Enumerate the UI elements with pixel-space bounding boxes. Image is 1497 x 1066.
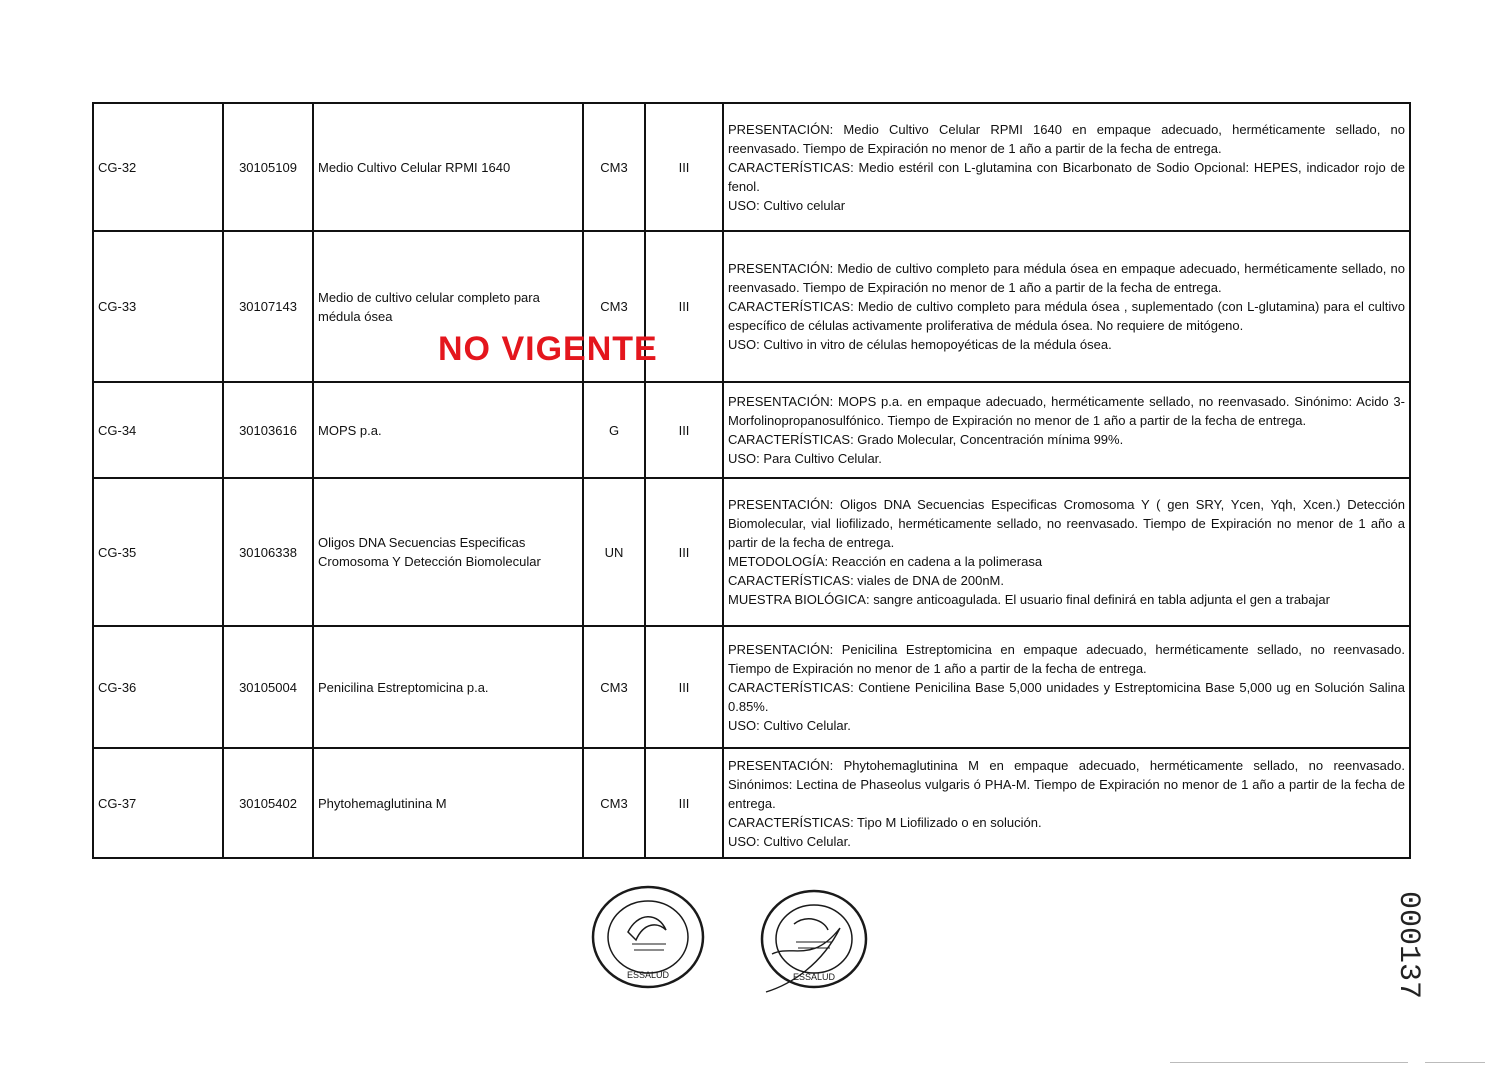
description-line: CARACTERÍSTICAS: Tipo M Liofilizado o en solución. [728, 814, 1042, 830]
description-line: PRESENTACIÓN: MOPS p.a. en empaque adecuado, herméticamente sellado, no reenvasado. Sinónimo: Acido 3-Morfolinopropanosulfónico. Tiempo de Expiración no menor de 1 año a partir de la fecha de entrega. [728, 394, 1405, 428]
official-stamp-right [752, 884, 872, 1004]
table-row [93, 626, 1410, 748]
item-name: MOPS p.a. [313, 382, 583, 478]
item-number: 30103616 [223, 382, 313, 478]
official-stamp-left [588, 882, 708, 997]
item-unit: CM3 [583, 748, 645, 858]
item-description [723, 626, 1410, 748]
item-code: CG-33 [93, 231, 223, 382]
page-number [1378, 885, 1438, 1005]
table-row [93, 478, 1410, 626]
item-level: III [645, 231, 723, 382]
item-level: III [645, 382, 723, 478]
description-line: USO: Para Cultivo Celular. [728, 451, 882, 466]
page-number-text: 000137 [1391, 890, 1425, 1000]
description-line: USO: Cultivo Celular. [728, 833, 851, 849]
description-line: USO: Cultivo in vitro de células hemopoyéticas de la médula ósea. [728, 337, 1112, 352]
description-line: USO: Cultivo celular [728, 197, 846, 213]
item-code: CG-37 [93, 748, 223, 858]
specifications-table [92, 102, 1411, 859]
item-description [723, 382, 1410, 478]
item-unit: G [583, 382, 645, 478]
description-line: PRESENTACIÓN: Medio Cultivo Celular RPMI 1640 en empaque adecuado, herméticamente sellado, no reenvasado. Tiempo de Expiración no menor de 1 año a partir de la fecha de entrega. [728, 121, 1405, 156]
item-name: Phytohemaglutinina M [313, 748, 583, 858]
stamp-seal-icon [752, 884, 872, 999]
stamp-right-text: ESSALUD [792, 972, 836, 982]
item-number: 30106338 [223, 478, 313, 626]
item-name: Medio de cultivo celular completo para médula ósea [313, 231, 583, 382]
item-unit: CM3 [583, 231, 645, 382]
item-description [723, 478, 1410, 626]
item-code: CG-34 [93, 382, 223, 478]
description-line: PRESENTACIÓN: Phytohemaglutinina M en empaque adecuado, herméticamente sellado, no reenvasado. Sinónimos: Lectina de Phaseolus vulgaris ó PHA-M. Tiempo de Expiración no menor de 1 año a partir de la fecha de entrega. [728, 757, 1405, 811]
no-vigente-watermark: NO VIGENTE [438, 330, 658, 368]
description-line: CARACTERÍSTICAS: Grado Molecular, Concentración mínima 99%. [728, 432, 1124, 447]
stamp-left-text: ESSALUD [626, 970, 670, 980]
item-level: III [645, 103, 723, 231]
table-row [93, 231, 1410, 382]
item-description [723, 103, 1410, 231]
item-unit: UN [583, 478, 645, 626]
description-line: PRESENTACIÓN: Penicilina Estreptomicina en empaque adecuado, herméticamente sellado, no reenvasado. Tiempo de Expiración no menor de 1 año a partir de la fecha de entrega. [728, 641, 1405, 676]
description-line: USO: Cultivo Celular. [728, 717, 851, 733]
table-row [93, 382, 1410, 478]
item-description [723, 231, 1410, 382]
item-name: Medio Cultivo Celular RPMI 1640 [313, 103, 583, 231]
item-name: Penicilina Estreptomicina p.a. [313, 626, 583, 748]
item-level: III [645, 626, 723, 748]
item-unit: CM3 [583, 626, 645, 748]
description-line: PRESENTACIÓN: Medio de cultivo completo para médula ósea en empaque adecuado, herméticamente sellado, no reenvasado. Tiempo de Expiración no menor de 1 año a partir de la fecha de entrega. [728, 261, 1405, 295]
item-number: 30107143 [223, 231, 313, 382]
item-level: III [645, 748, 723, 858]
table-row [93, 103, 1410, 231]
item-number: 30105402 [223, 748, 313, 858]
description-line: CARACTERÍSTICAS: Medio estéril con L-glutamina con Bicarbonato de Sodio Opcional: HEPES, indicador rojo de fenol. [728, 159, 1405, 194]
item-code: CG-36 [93, 626, 223, 748]
table-row [93, 748, 1410, 858]
description-line: CARACTERÍSTICAS: Medio de cultivo completo para médula ósea , suplementado (con L-glutamina) para el cultivo específico de células activamente proliferativa de médula ósea. No requiere de mitógeno. [728, 299, 1405, 333]
description-line: CARACTERÍSTICAS: viales de DNA de 200nM. [728, 573, 1004, 588]
stamp-seal-icon [588, 882, 708, 992]
bottom-divider [1170, 1062, 1408, 1063]
description-line: METODOLOGÍA: Reacción en cadena a la polimerasa [728, 554, 1043, 569]
description-line: CARACTERÍSTICAS: Contiene Penicilina Base 5,000 unidades y Estreptomicina Base 5,000 ug en Solución Salina 0.85%. [728, 679, 1405, 714]
item-description [723, 748, 1410, 858]
bottom-divider [1425, 1062, 1485, 1063]
description-line: PRESENTACIÓN: Oligos DNA Secuencias Especificas Cromosoma Y ( gen SRY, Ycen, Yqh, Xcen.) Detección Biomolecular, vial liofilizado, herméticamente sellado, no reenvasado. Tiempo de Expiración no menor de 1 año a partir de la fecha de entrega. [728, 497, 1405, 550]
item-number: 30105004 [223, 626, 313, 748]
item-name: Oligos DNA Secuencias Especificas Cromosoma Y Detección Biomolecular [313, 478, 583, 626]
item-unit: CM3 [583, 103, 645, 231]
item-code: CG-32 [93, 103, 223, 231]
description-line: MUESTRA BIOLÓGICA: sangre anticoagulada. El usuario final definirá en tabla adjunta el gen a trabajar [728, 592, 1330, 607]
item-number: 30105109 [223, 103, 313, 231]
item-code: CG-35 [93, 478, 223, 626]
item-level: III [645, 478, 723, 626]
